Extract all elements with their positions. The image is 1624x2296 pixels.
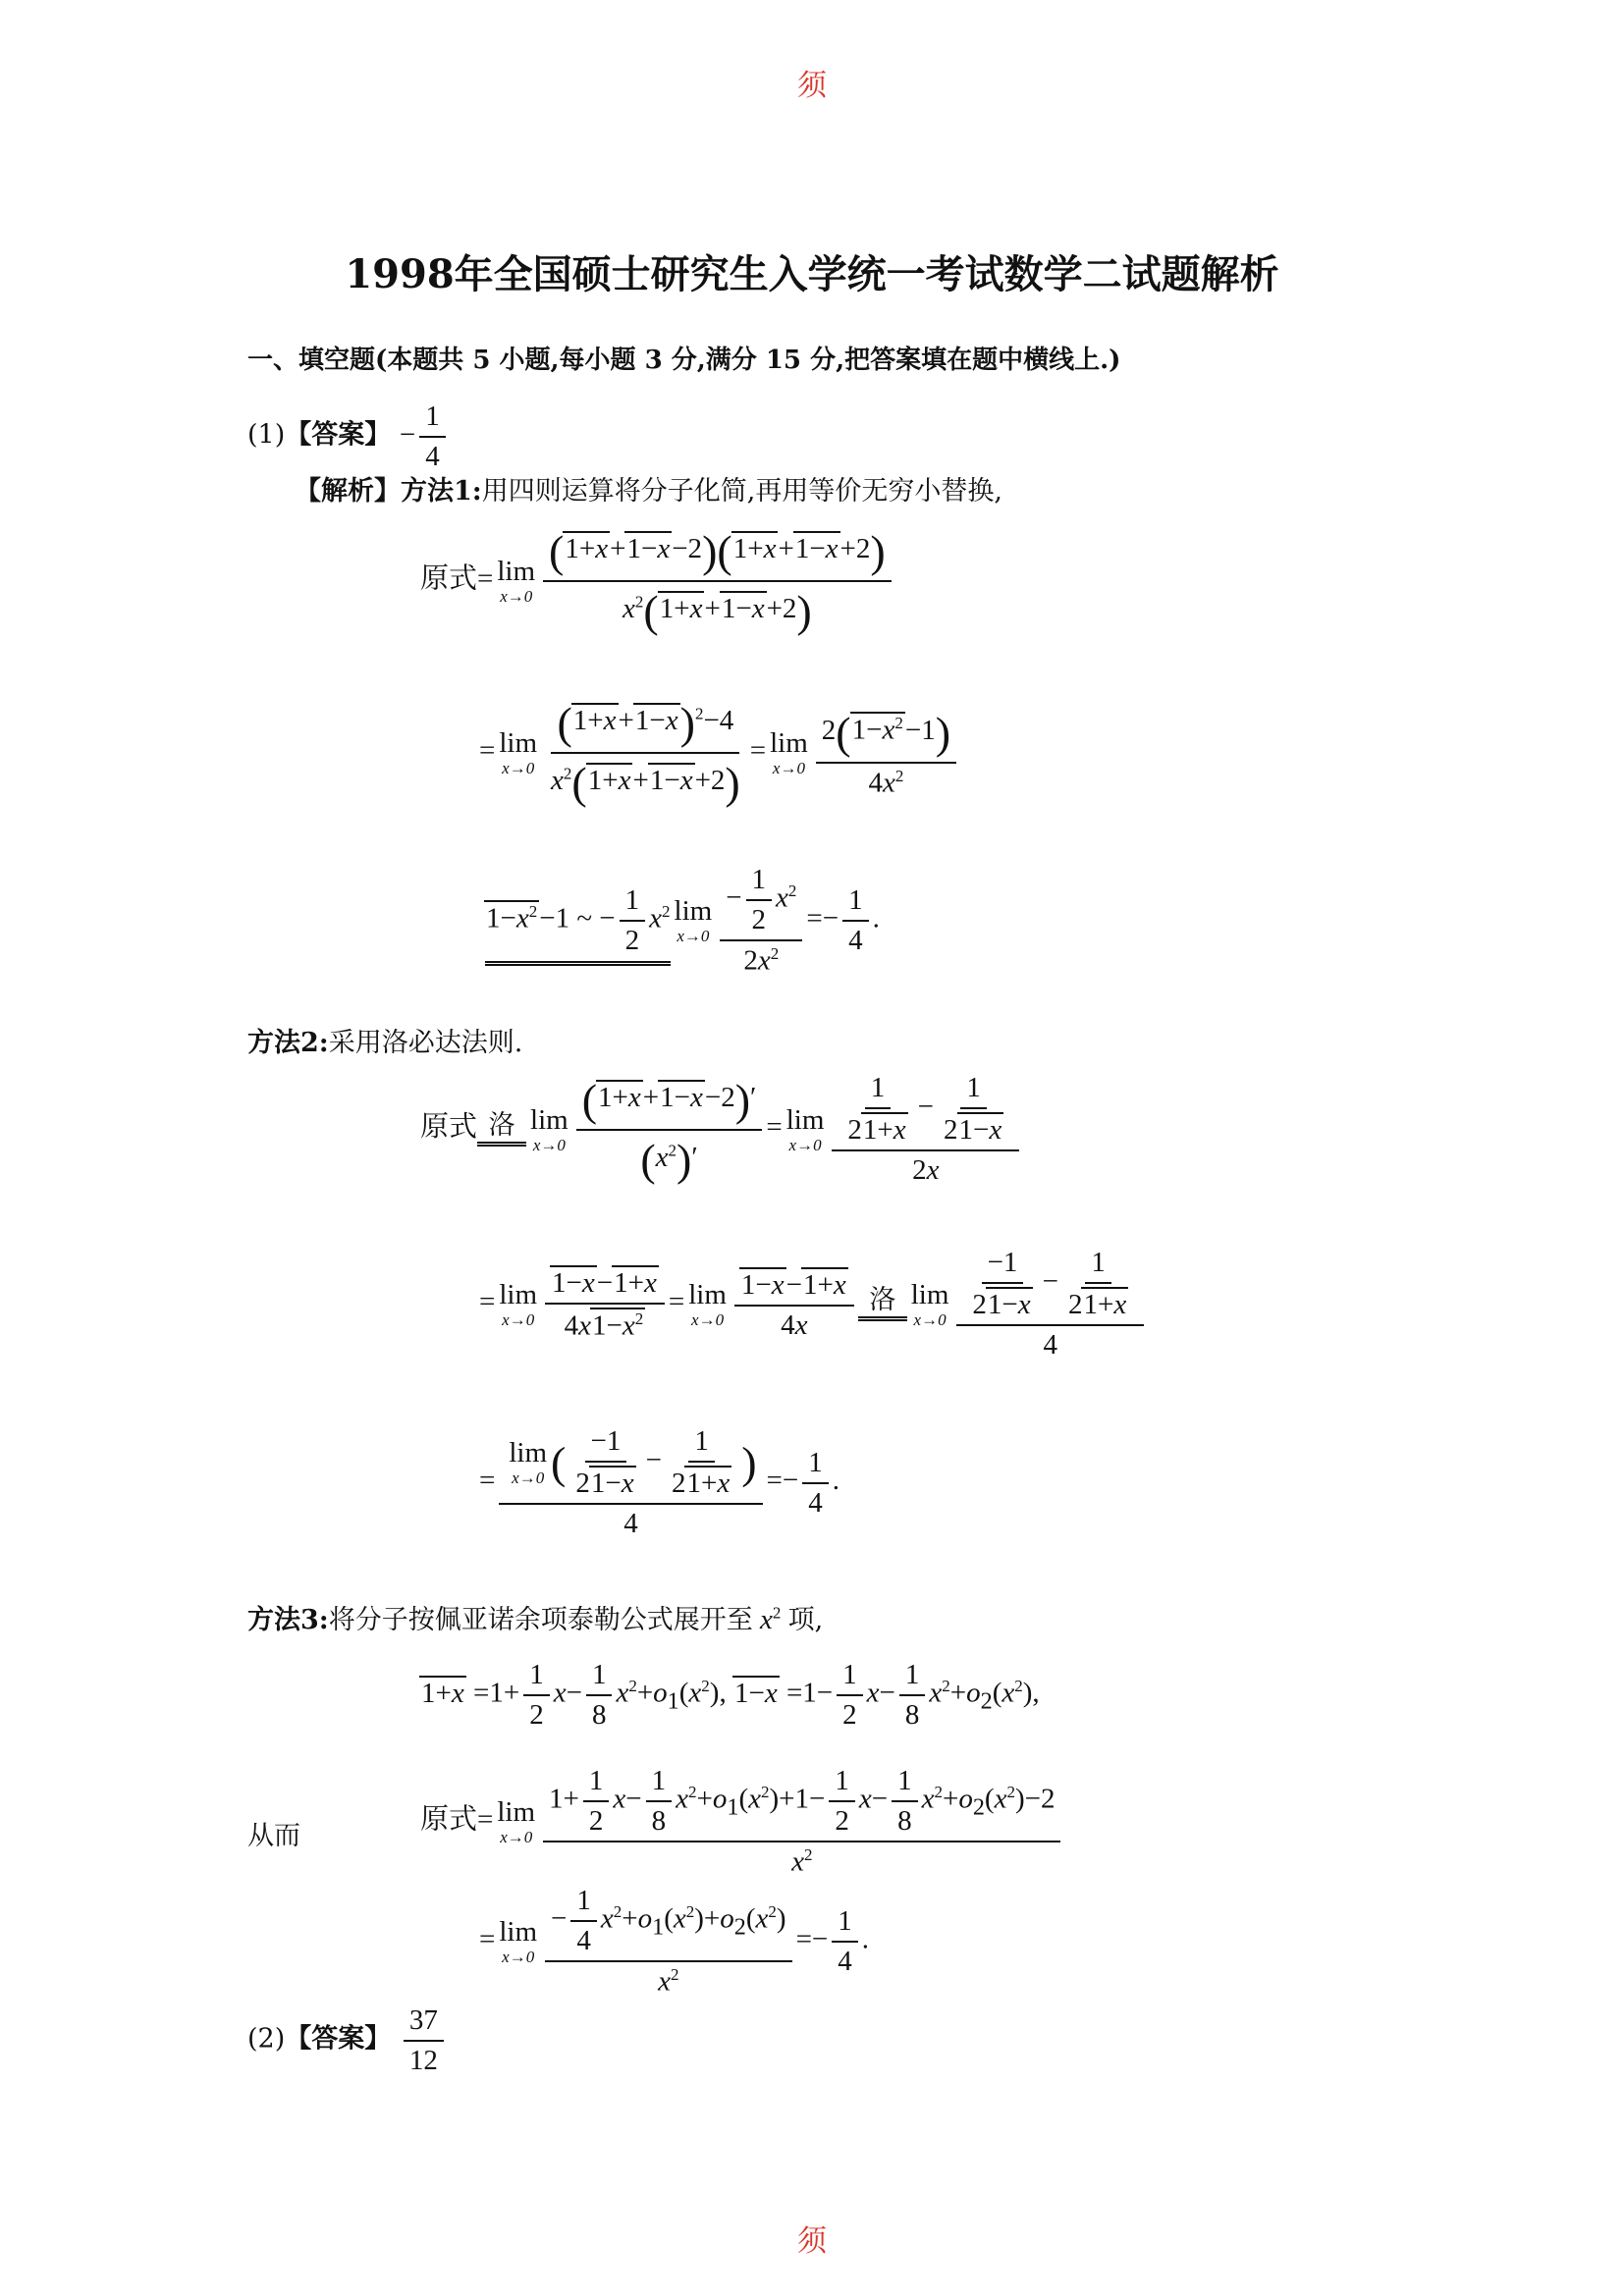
m1-step3: $1-x^2-1$ ~ − $\frac{1}{2}$ $x^2$ lim x→0 − $\frac{1}{2}$ $x^2$ $2x^2$ =− $\frac{1}{4}$ .	[486, 864, 880, 977]
m2-step2: = lim x→0 $\frac{1-x-1+x}{4x1-x^2}$ = lim x→0 $\frac{1-x-1+x}{4x}$ 洛 lim x→0 $\frac{-1}{21-x}$ − $\frac{1}{21+x}$ 4	[479, 1247, 1148, 1362]
q2-answer-line	[247, 2004, 448, 2077]
q2-answer-denominator: 12	[408, 2045, 438, 2076]
q1-method3-intro: 方法3:将分子按佩亚诺余项泰勒公式展开至 $x^2$ 项,	[247, 1603, 824, 1635]
method2-label: 方法2:	[247, 1028, 329, 1058]
q2-answer-value	[400, 2004, 448, 2076]
m3-step1: 原式= lim x→0 1+ $\frac{1}{2}$ x− $\frac{1}{8}$ $x^2+o_1(x^2)+1-$ $\frac{1}{2}$ x− $\frac{1}{8}$ $x^2+o_2(x^2)-2$ $x^2$	[420, 1765, 1064, 1879]
m1-step1: 原式= lim x→0 $\frac{(1+x+1-x-2)(1+x+1-x+2)}{x^2(1+x+1-x+2)}$	[420, 525, 895, 637]
q2-answer-label: 【答案】	[285, 2023, 392, 2055]
m2-step3: = lim x→0 ( $\frac{-1}{21-x}$ − $\frac{1}{21+x}$ ) 4 =− $\frac{1}{4}$ .	[479, 1425, 839, 1539]
method2-text: 采用洛必达法则.	[328, 1028, 523, 1058]
q1-answer-line	[247, 400, 450, 473]
m3-step2: = lim x→0 − $\frac{1}{4}$ $x^2+o_1(x^2)+o_2(x^2)$ $x^2$ =− $\frac{1}{4}$ .	[479, 1885, 870, 1998]
m2-step1: 原式 洛 lim x→0 $\frac{(1+x+1-x-2)'}{(x^2)'}$ = lim x→0 $\frac{1}{21+x}$ − $\frac{1}{21-x}$ 2x	[420, 1072, 1023, 1187]
method1-text: 用四则运算将分子化简,再用等价无穷小替换,	[481, 476, 1002, 507]
section-heading: 一、填空题(本题共 5 小题,每小题 3 分,满分 15 分,把答案填在题中横线上.)	[247, 346, 1121, 375]
luo-mark: 洛	[488, 1110, 515, 1140]
q1-method1-intro	[295, 469, 1002, 507]
q1-method2-intro	[247, 1021, 522, 1059]
q1-answer-label: 【答案】	[285, 419, 392, 451]
method1-label: 方法1:	[401, 476, 482, 507]
q2-answer-numerator: 37	[404, 2004, 444, 2042]
q1-answer-value: − $\frac{1}{4}$	[400, 419, 450, 451]
method3-tail: 项,	[787, 1605, 824, 1635]
page-title: 1998年全国硕士研究生入学统一考试数学二试题解析	[345, 251, 1279, 297]
yuanshi-label: 原式	[420, 1803, 478, 1836]
method3-text: 将分子按佩亚诺余项泰勒公式展开至	[328, 1605, 753, 1635]
method3-label: 方法3:	[247, 1605, 329, 1635]
yuanshi-label: 原式	[420, 562, 478, 595]
footer-mark: 须	[797, 2224, 827, 2259]
q2-number: (2)	[247, 2023, 286, 2055]
m3-expansions: 1+x =1+ $\frac{1}{2}$ x− $\frac{1}{8}$ $x^2+o_1(x^2)$, 1−x =1− $\frac{1}{2}$ x− $\frac{1}{8}$ $x^2+o_2(x^2)$,	[421, 1659, 1040, 1731]
congerr-label: 从而	[247, 1821, 300, 1851]
m1-step2: = lim x→0 $\frac{(1+x+1-x)^2-4}{x^2(1+x+1-x+2)}$ = lim x→0 $\frac{2(1-x^2-1)}{4x^2}$	[479, 697, 960, 809]
analysis-label: 【解析】	[295, 476, 401, 507]
yuanshi-label: 原式	[420, 1111, 478, 1144]
luo-mark: 洛	[869, 1285, 896, 1314]
q1-number: (1)	[247, 419, 286, 451]
header-mark: 须	[797, 69, 827, 103]
